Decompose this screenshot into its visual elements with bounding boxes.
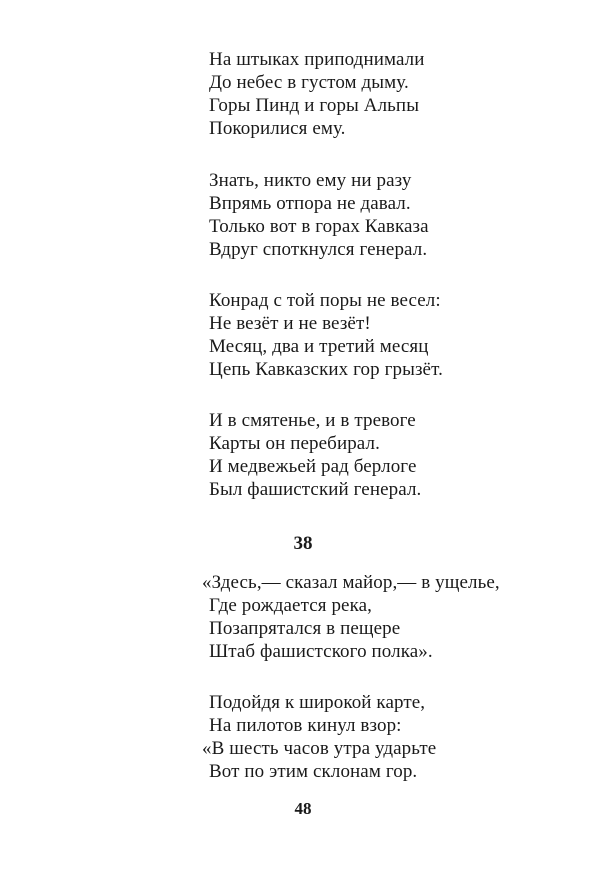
verse-line: Горы Пинд и горы Альпы bbox=[209, 95, 420, 116]
verse-line: «В шесть часов утра ударьте bbox=[202, 738, 437, 759]
verse-line: Не везёт и не везёт! bbox=[209, 313, 371, 334]
verse-line: Позапрятался в пещере bbox=[209, 618, 401, 639]
page-number bbox=[0, 798, 600, 819]
stanza-1 bbox=[209, 48, 425, 140]
stanza-5 bbox=[202, 571, 507, 663]
verse-line: До небес в густом дыму. bbox=[209, 72, 409, 93]
section-number-text: 38 bbox=[293, 533, 313, 554]
stanza-4 bbox=[209, 409, 421, 501]
page-number-text: 48 bbox=[294, 799, 312, 818]
verse-line: Карты он перебирал. bbox=[209, 433, 380, 454]
verse-line: Впрямь отпора не давал. bbox=[209, 193, 411, 214]
verse-line: На пилотов кинул взор: bbox=[209, 715, 402, 736]
verse-line: Вдруг споткнулся генерал. bbox=[209, 239, 428, 260]
verse-line: И медвежьей рад берлоге bbox=[209, 456, 417, 477]
verse-line: Подойдя к широкой карте, bbox=[209, 692, 426, 713]
verse-line: Месяц, два и третий месяц bbox=[209, 336, 429, 357]
stanza-2 bbox=[209, 169, 429, 261]
verse-line: Покорилися ему. bbox=[209, 118, 346, 139]
verse-line: Цепь Кавказских гор грызёт. bbox=[209, 359, 443, 380]
verse-line: Только вот в горах Кавказа bbox=[209, 216, 429, 237]
verse-line: Где рождается река, bbox=[209, 595, 373, 616]
stanza-3 bbox=[209, 289, 443, 381]
verse-line: Был фашистский генерал. bbox=[209, 479, 422, 500]
verse-line: Вот по этим склонам гор. bbox=[209, 761, 418, 782]
section-number bbox=[0, 532, 600, 555]
verse-line: «Здесь,— сказал майор,— в ущелье, bbox=[202, 572, 500, 593]
verse-line: На штыках приподнимали bbox=[209, 49, 425, 70]
verse-line: Конрад с той поры не весел: bbox=[209, 290, 441, 311]
verse-line: И в смятенье, и в тревоге bbox=[209, 410, 416, 431]
stanza-6 bbox=[202, 691, 443, 783]
verse-line: Знать, никто ему ни разу bbox=[209, 170, 412, 191]
verse-line: Штаб фашистского полка». bbox=[209, 641, 433, 662]
